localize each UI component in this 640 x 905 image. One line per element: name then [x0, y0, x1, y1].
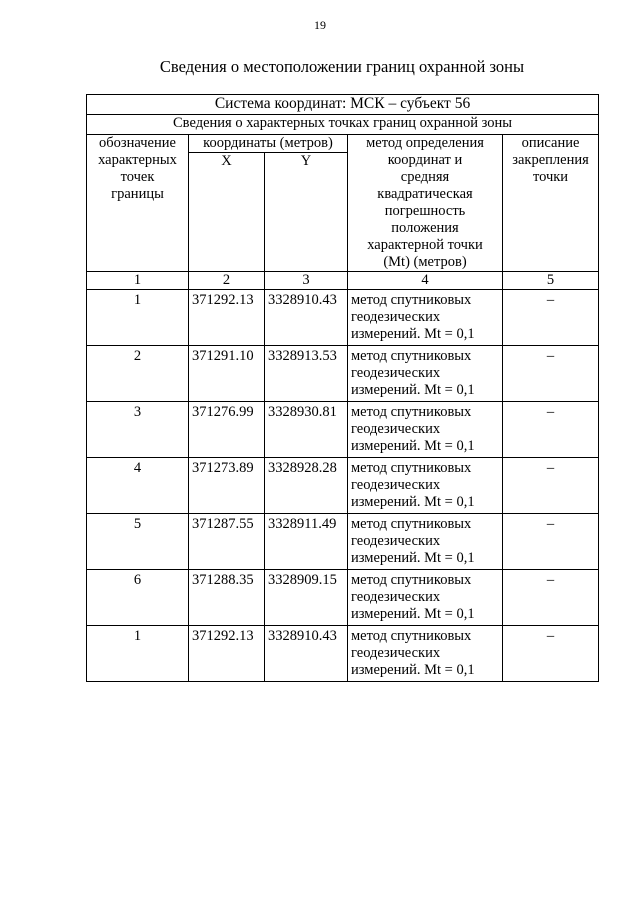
method-line: измерений. Mt = 0,1 — [351, 662, 475, 678]
description-cell: – — [503, 402, 599, 458]
column-number: 3 — [265, 272, 348, 290]
header-line: (Mt) (метров) — [383, 254, 467, 270]
header-line: погрешность — [384, 203, 466, 219]
header-line: средняя — [400, 169, 450, 185]
table-row — [87, 626, 599, 682]
method-line: измерений. Mt = 0,1 — [351, 382, 475, 398]
method-cell — [348, 570, 503, 626]
header-line: характерных — [98, 152, 177, 168]
table-row — [87, 290, 599, 346]
description-cell: – — [503, 626, 599, 682]
method-line: геодезических — [351, 477, 441, 493]
method-cell — [348, 626, 503, 682]
method-line: измерений. Mt = 0,1 — [351, 494, 475, 510]
header-line: закрепления — [512, 152, 589, 168]
method-line: измерений. Mt = 0,1 — [351, 438, 475, 454]
point-number-cell: 6 — [87, 570, 189, 626]
coordinate-system: Система координат: МСК – субъект 56 — [87, 95, 599, 115]
method-line: метод спутниковых — [351, 348, 472, 364]
header-x: X — [189, 153, 265, 272]
table-row — [87, 570, 599, 626]
method-line: геодезических — [351, 645, 441, 661]
header-line: обозначение — [99, 135, 176, 151]
x-coordinate-cell: 371288.35 — [189, 570, 265, 626]
x-coordinate-cell: 371276.99 — [189, 402, 265, 458]
method-line: метод спутниковых — [351, 628, 472, 644]
method-line: геодезических — [351, 309, 441, 325]
header-description — [503, 135, 599, 272]
description-cell: – — [503, 458, 599, 514]
header-line: границы — [111, 186, 164, 202]
header-y: Y — [265, 153, 348, 272]
point-number-cell: 3 — [87, 402, 189, 458]
method-cell — [348, 290, 503, 346]
header-line: точек — [120, 169, 155, 185]
y-coordinate-cell: 3328928.28 — [265, 458, 348, 514]
method-line: геодезических — [351, 365, 441, 381]
point-number-cell: 2 — [87, 346, 189, 402]
header-line: точки — [532, 169, 569, 185]
table-row — [87, 402, 599, 458]
x-coordinate-cell: 371292.13 — [189, 626, 265, 682]
point-number-cell: 4 — [87, 458, 189, 514]
description-cell: – — [503, 290, 599, 346]
method-line: геодезических — [351, 589, 441, 605]
header-line: координат и — [387, 152, 463, 168]
header-line: метод определения — [366, 135, 484, 151]
document-title: Сведения о местоположении границ охранной зоны — [159, 57, 525, 76]
column-number: 5 — [503, 272, 599, 290]
x-coordinate-cell: 371291.10 — [189, 346, 265, 402]
y-coordinate-cell: 3328909.15 — [265, 570, 348, 626]
method-line: геодезических — [351, 421, 441, 437]
header-line: квадратическая — [377, 186, 473, 202]
method-line: измерений. Mt = 0,1 — [351, 326, 475, 342]
method-line: измерений. Mt = 0,1 — [351, 606, 475, 622]
column-number: 4 — [348, 272, 503, 290]
method-line: метод спутниковых — [351, 460, 472, 476]
x-coordinate-cell: 371273.89 — [189, 458, 265, 514]
header-point-designation — [87, 135, 189, 272]
y-coordinate-cell: 3328910.43 — [265, 626, 348, 682]
table-row — [87, 346, 599, 402]
header-coordinates: координаты (метров) — [189, 135, 348, 153]
method-cell — [348, 514, 503, 570]
y-coordinate-cell: 3328930.81 — [265, 402, 348, 458]
y-coordinate-cell: 3328913.53 — [265, 346, 348, 402]
header-line: характерной точки — [367, 237, 483, 253]
point-number-cell: 5 — [87, 514, 189, 570]
column-numbers-row — [87, 272, 599, 290]
table-subtitle: Сведения о характерных точках границ охранной зоны — [87, 115, 599, 135]
method-line: метод спутниковых — [351, 404, 472, 420]
point-number-cell: 1 — [87, 290, 189, 346]
y-coordinate-cell: 3328910.43 — [265, 290, 348, 346]
column-number: 1 — [87, 272, 189, 290]
description-cell: – — [503, 346, 599, 402]
description-cell: – — [503, 570, 599, 626]
page-number: 19 — [314, 18, 326, 32]
method-line: метод спутниковых — [351, 292, 472, 308]
y-coordinate-cell: 3328911.49 — [265, 514, 348, 570]
point-number-cell: 1 — [87, 626, 189, 682]
table-row — [87, 514, 599, 570]
method-cell — [348, 402, 503, 458]
header-line: описание — [521, 135, 580, 151]
column-number: 2 — [189, 272, 265, 290]
description-cell: – — [503, 514, 599, 570]
x-coordinate-cell: 371292.13 — [189, 290, 265, 346]
table-row — [87, 458, 599, 514]
boundary-points-table — [86, 94, 599, 682]
method-cell — [348, 458, 503, 514]
method-cell — [348, 346, 503, 402]
header-line: положения — [391, 220, 459, 236]
method-line: метод спутниковых — [351, 572, 472, 588]
x-coordinate-cell: 371287.55 — [189, 514, 265, 570]
header-method — [348, 135, 503, 272]
method-line: измерений. Mt = 0,1 — [351, 550, 475, 566]
method-line: метод спутниковых — [351, 516, 472, 532]
method-line: геодезических — [351, 533, 441, 549]
